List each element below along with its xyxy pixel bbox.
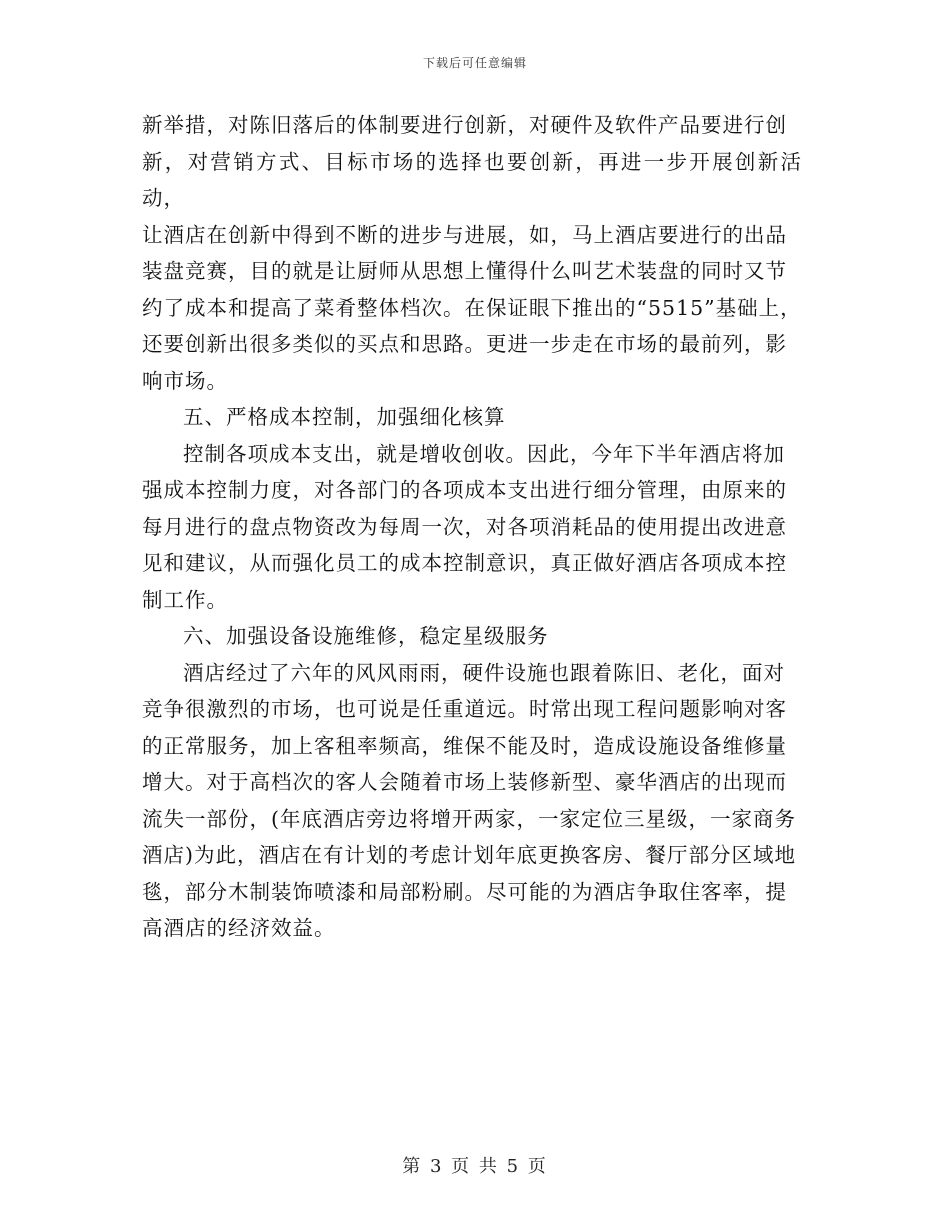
page-footer: 第 3 页 共 5 页: [402, 1156, 548, 1177]
paragraph-innovation-continued: 新举措，对陈旧落后的体制要进行创新，对硬件及软件产品要进行创 新，对营销方式、目标市场的选择也要创新，再进一步开展创新活动， 让酒店在创新中得到不断的进步与进展，如，马上酒店要进行的出品 装盘竞赛，目的就是让厨师从思想上懂得什么叫艺术装盘的同时又节 约了成本和提高了菜肴整体档次。在保证眼下推出的“5515”基础上， 还要创新出很多类似的买点和思路。更进一步走在市场的最前列，影 响市场。: [142, 113, 802, 393]
paragraph-cost-control: 控制各项成本支出，就是增收创收。因此，今年下半年酒店将加 强成本控制力度，对各部门的各项成本支出进行细分管理，由原来的 每月进行的盘点物资改为每周一次，对各项消耗品的使用提出改进意 见和建议，从而强化员工的成本控制意识，真正做好酒店各项成本控 制工作。: [142, 441, 787, 612]
section-heading-maintenance: 六、加强设备设施维修，稳定星级服务: [183, 624, 549, 648]
section-heading-cost-control: 五、严格成本控制，加强细化核算: [183, 405, 506, 429]
page-header: 下载后可任意编辑: [422, 56, 527, 70]
document-body: [142, 107, 802, 947]
paragraph-maintenance: 酒店经过了六年的风风雨雨，硬件设施也跟着陈旧、老化，面对 竞争很激烈的市场，也可说是任重道远。时常出现工程问题影响对客 的正常服务，加上客租率频高，维保不能及时，造成设施设备维修量 增大。对于高档次的客人会随着市场上装修新型、豪华酒店的出现而 流失一部份，(年底酒店旁边将增开两家，一家定位三星级，一家商务 酒店)为此，酒店在有计划的考虑计划年底更换客房、餐厅部分区域地 毯，部分木制装饰喷漆和局部粉刷。尽可能的为酒店争取住客率，提 高酒店的经济效益。: [142, 660, 796, 940]
